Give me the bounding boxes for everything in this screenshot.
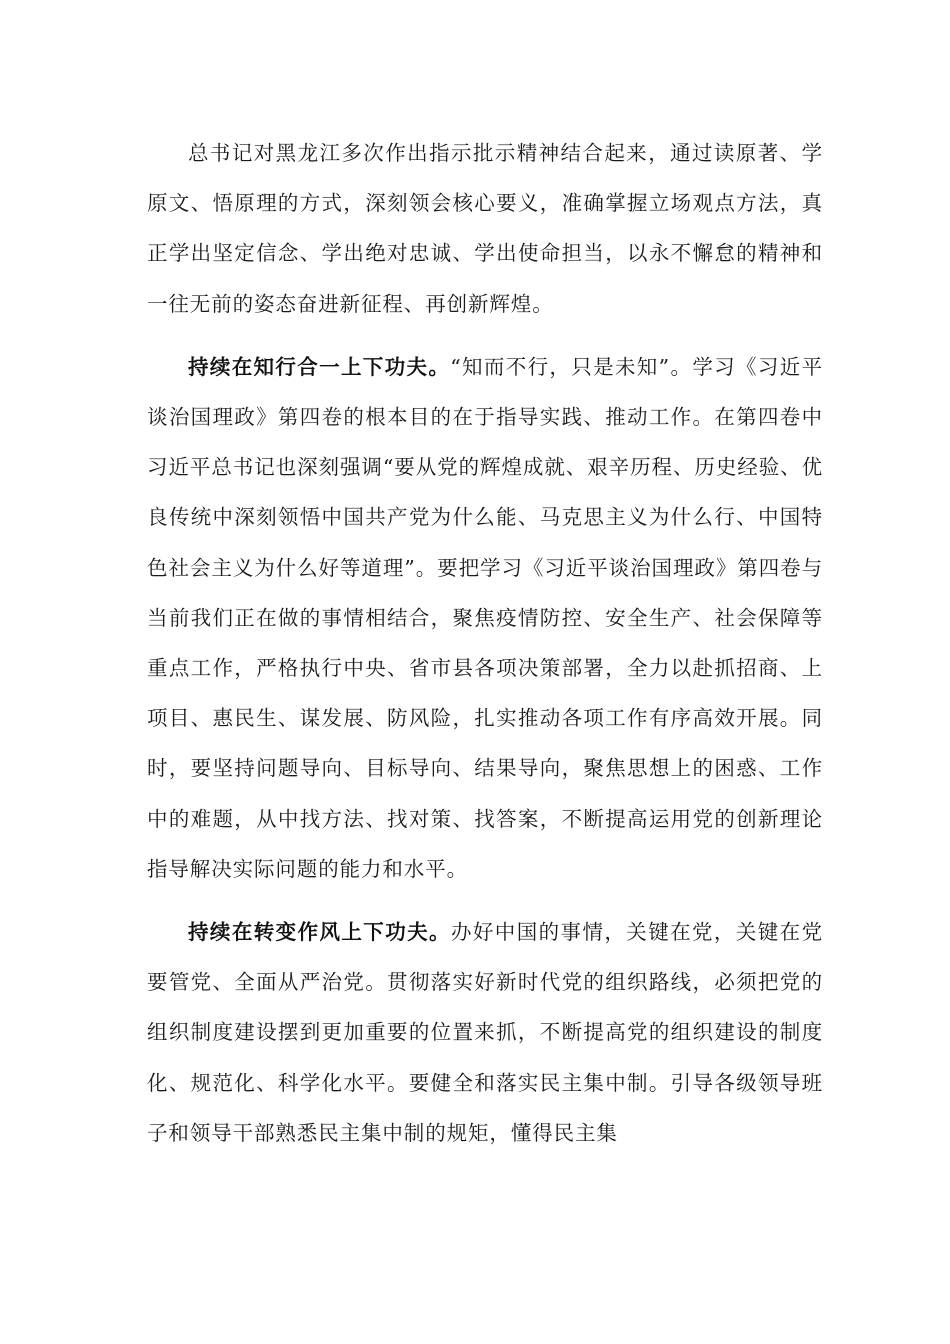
paragraph-2 — [147, 342, 823, 894]
paragraph-3-text: 办好中国的事情，关键在党，关键在党要管党、全面从严治党。贯彻落实好新时代党的组织路线，必须把党的组织制度建设摆到更加重要的位置来抓，不断提高党的组织建设的制度化、规范化、科学化水平。要健全和落实民主集中制。引导各级领导班子和领导干部熟悉民主集中制的规矩，懂得民主集 — [147, 920, 823, 1145]
paragraph-1-text: 总书记对黑龙江多次作出指示批示精神结合起来，通过读原著、学原文、悟原理的方式，深刻领会核心要义，准确掌握立场观点方法，真正学出坚定信念、学出绝对忠诚、学出使命担当，以永不懈怠的精神和一往无前的姿态奋进新征程、再创新辉煌。 — [147, 141, 823, 316]
paragraph-3 — [147, 907, 823, 1158]
paragraph-3-lead: 持续在转变作风上下功夫。 — [188, 920, 451, 945]
paragraph-1 — [147, 128, 823, 329]
document-page — [147, 128, 823, 1158]
paragraph-2-text: “知而不行，只是未知”。学习《习近平谈治国理政》第四卷的根本目的在于指导实践、推动工作。在第四卷中习近平总书记也深刻强调“要从党的辉煌成就、艰辛历程、历史经验、优良传统中深刻领悟中国共产党为什么能、马克思主义为什么行、中国特色社会主义为什么好等道理”。要把学习《习近平谈治国理政》第四卷与当前我们正在做的事情相结合，聚焦疫情防控、安全生产、社会保障等重点工作，严格执行中央、省市县各项决策部署，全力以赴抓招商、上项目、惠民生、谋发展、防风险，扎实推动各项工作有序高效开展。同时，要坚持问题导向、目标导向、结果导向，聚焦思想上的困惑、工作中的难题，从中找方法、找对策、找答案，不断提高运用党的创新理论指导解决实际问题的能力和水平。 — [147, 354, 823, 881]
paragraph-2-lead: 持续在知行合一上下功夫。 — [188, 354, 451, 379]
